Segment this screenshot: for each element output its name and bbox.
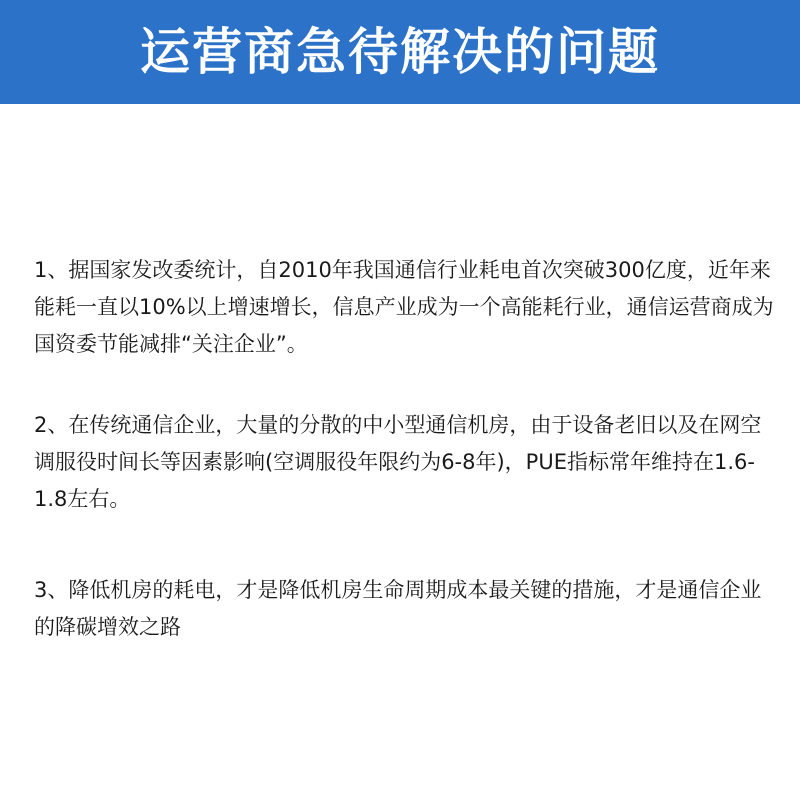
paragraph-small-server-rooms: 2、在传统通信企业，大量的分散的中小型通信机房，由于设备老旧以及在网空调服役时间长等因素影响(空调服役年限约为6-8年)，PUE指标常年维持在1.6-1.8左右。 — [34, 413, 762, 511]
paragraph-energy-consumption: 1、据国家发改委统计，自2010年我国通信行业耗电首次突破300亿度，近年来能耗一直以10%以上增速增长，信息产业成为一个高能耗行业，通信运营商成为国资委节能减排“关注企业”。 — [34, 258, 774, 356]
page-title: 运营商急待解决的问题 — [140, 23, 660, 81]
header-banner — [0, 0, 800, 104]
content-body — [34, 252, 774, 646]
paragraph-reduce-power: 3、降低机房的耗电，才是降低机房生命周期成本最关键的措施，才是通信企业的降碳增效之路 — [34, 578, 762, 639]
